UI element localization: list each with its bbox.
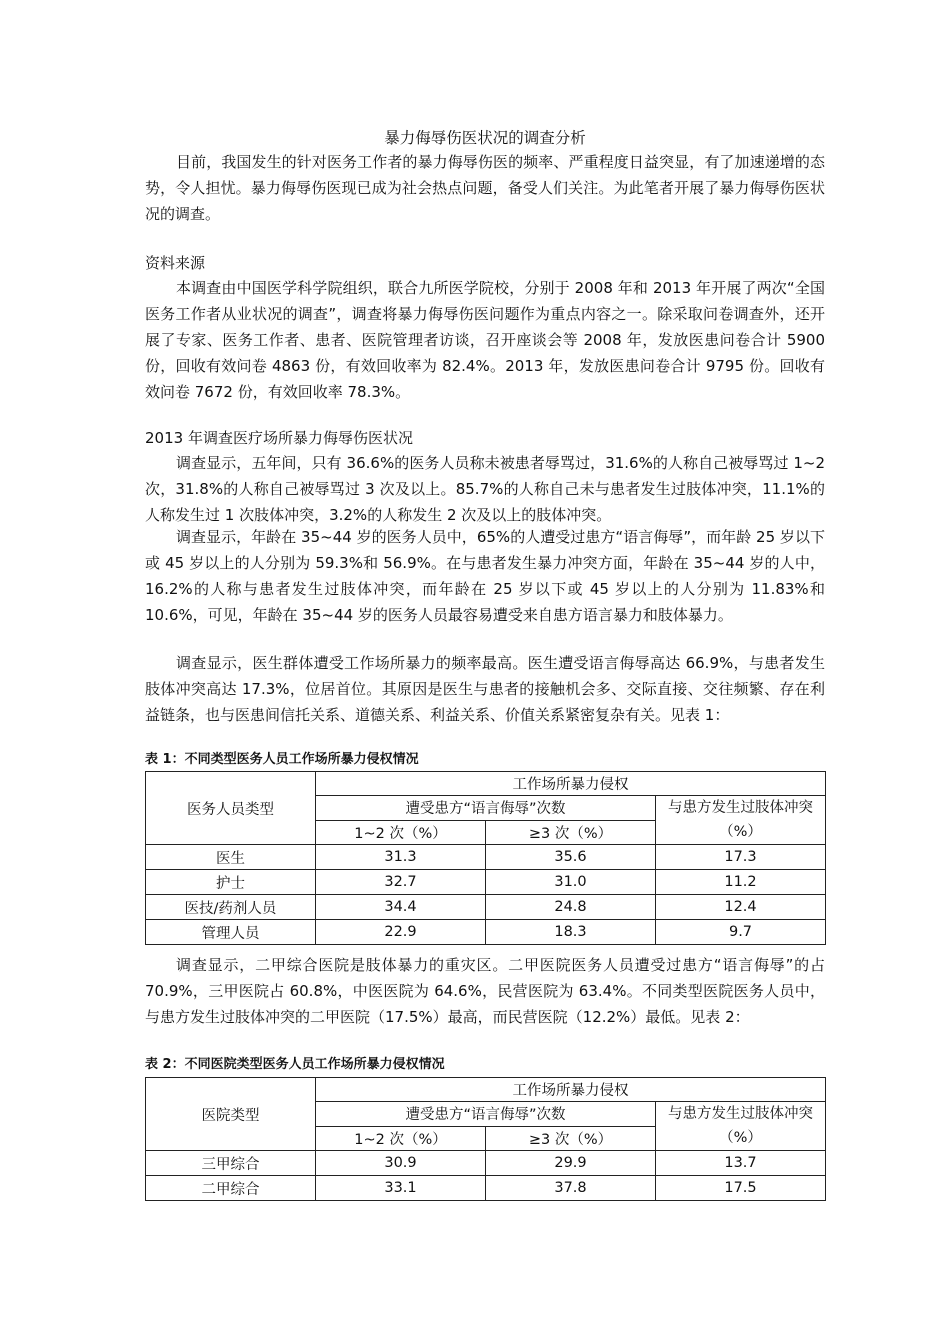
table1-caption: 表 1：不同类型医务人员工作场所暴力侵权情况 bbox=[145, 752, 419, 767]
table1-col-1to2: 1~2 次（%） bbox=[316, 820, 486, 845]
table-cell: 医技/药剂人员 bbox=[146, 895, 316, 920]
table-cell: 17.3 bbox=[656, 845, 826, 870]
table1-group-header: 工作场所暴力侵权 bbox=[316, 772, 826, 796]
table-cell: 22.9 bbox=[316, 920, 486, 945]
table-cell: 三甲综合 bbox=[146, 1151, 316, 1176]
table2-col-1to2: 1~2 次（%） bbox=[316, 1126, 486, 1151]
table-cell: 护士 bbox=[146, 870, 316, 895]
intro-paragraph: 目前，我国发生的针对医务工作者的暴力侮辱伤医的频率、严重程度日益突显，有了加速递增的态势，令人担忧。暴力侮辱伤医现已成为社会热点问题，备受人们关注。为此笔者开展了暴力侮辱伤医状况的调查。 bbox=[145, 153, 825, 223]
table-cell: 17.5 bbox=[656, 1176, 826, 1201]
table-cell: 12.4 bbox=[656, 895, 826, 920]
survey-paragraph-2: 调查显示，年龄在 35~44 岁的医务人员中，65%的人遭受过患方“语言侮辱”，而年龄 25 岁以下或 45 岁以上的人分别为 59.3%和 56.9%。在与患者发生暴力冲突方面，年龄在 35~44 岁的人中，16.2%的人称与患者发生过肢体冲突，而年龄在 25 岁以下或 45 岁以上的人分别为 11.83%和 10.6%，可见，年龄在 35~44 岁的医务人员最容易遭受来自患方语言暴力和肢体暴力。 bbox=[145, 528, 825, 624]
table-cell: 医生 bbox=[146, 845, 316, 870]
table-cell: 37.8 bbox=[486, 1176, 656, 1201]
table-cell: 34.4 bbox=[316, 895, 486, 920]
table-cell: 30.9 bbox=[316, 1151, 486, 1176]
table2-group-header: 工作场所暴力侵权 bbox=[316, 1078, 826, 1102]
section-heading-2013: 2013 年调查医疗场所暴力侮辱伤医状况 bbox=[145, 429, 413, 447]
table-row bbox=[146, 845, 826, 870]
table2-caption: 表 2：不同医院类型医务人员工作场所暴力侵权情况 bbox=[145, 1057, 445, 1072]
table-cell: 11.2 bbox=[656, 870, 826, 895]
table-row bbox=[146, 1151, 826, 1176]
table-row bbox=[146, 895, 826, 920]
document-title: 暴力侮辱伤医状况的调查分析 bbox=[384, 129, 586, 147]
table1 bbox=[145, 771, 826, 945]
table-row bbox=[146, 1176, 826, 1201]
table-cell: 31.3 bbox=[316, 845, 486, 870]
table2 bbox=[145, 1077, 826, 1201]
table-cell: 32.7 bbox=[316, 870, 486, 895]
table1-col-physical: 与患方发生过肢体冲突（%） bbox=[656, 796, 826, 845]
table-cell: 33.1 bbox=[316, 1176, 486, 1201]
table2-col-3plus: ≥3 次（%） bbox=[486, 1126, 656, 1151]
table2-col-physical: 与患方发生过肢体冲突（%） bbox=[656, 1102, 826, 1151]
survey-paragraph-1: 调查显示，五年间，只有 36.6%的医务人员称未被患者辱骂过，31.6%的人称自己被辱骂过 1~2 次，31.8%的人称自己被辱骂过 3 次及以上。85.7%的人称自己未与患者发生过肢体冲突，11.1%的人称发生过 1 次肢体冲突，3.2%的人称发生 2 次及以上的肢体冲突。 bbox=[145, 454, 825, 524]
table-row bbox=[146, 870, 826, 895]
table-row bbox=[146, 920, 826, 945]
table-cell: 13.7 bbox=[656, 1151, 826, 1176]
table-cell: 9.7 bbox=[656, 920, 826, 945]
table1-row-header: 医务人员类型 bbox=[146, 772, 316, 845]
table-cell: 35.6 bbox=[486, 845, 656, 870]
table-cell: 24.8 bbox=[486, 895, 656, 920]
table-cell: 31.0 bbox=[486, 870, 656, 895]
table-cell: 管理人员 bbox=[146, 920, 316, 945]
table2-row-header: 医院类型 bbox=[146, 1078, 316, 1151]
table2-sub-header: 遭受患方“语言侮辱”次数 bbox=[316, 1102, 656, 1127]
table1-sub-header: 遭受患方“语言侮辱”次数 bbox=[316, 796, 656, 821]
table-cell: 二甲综合 bbox=[146, 1176, 316, 1201]
table1-col-3plus: ≥3 次（%） bbox=[486, 820, 656, 845]
survey-paragraph-3: 调查显示，医生群体遭受工作场所暴力的频率最高。医生遭受语言侮辱高达 66.9%，与患者发生肢体冲突高达 17.3%，位居首位。其原因是医生与患者的接触机会多、交际直接、交往频繁、存在利益链条，也与医患间信托关系、道德关系、利益关系、价值关系紧密复杂有关。见表 1： bbox=[145, 654, 825, 724]
source-paragraph: 本调查由中国医学科学院组织，联合九所医学院校，分别于 2008 年和 2013 年开展了两次“全国医务工作者从业状况的调查”，调查将暴力侮辱伤医问题作为重点内容之一。除采取问卷调查外，还开展了专家、医务工作者、患者、医院管理者访谈，召开座谈会等 2008 年，发放医患问卷合计 5900 份，回收有效问卷 4863 份，有效回收率为 82.4%。2013 年，发放医患问卷合计 9795 份。回收有效问卷 7672 份，有效回收率 78.3%。 bbox=[145, 279, 825, 401]
survey-paragraph-4: 调查显示，二甲综合医院是肢体暴力的重灾区。二甲医院医务人员遭受过患方“语言侮辱”的占 70.9%，三甲医院占 60.8%，中医医院为 64.6%，民营医院为 63.4%。不同类型医院医务人员中，与患方发生过肢体冲突的二甲医院（17.5%）最高，而民营医院（12.2%）最低。见表 2： bbox=[145, 956, 825, 1026]
table-cell: 29.9 bbox=[486, 1151, 656, 1176]
section-heading-source: 资料来源 bbox=[145, 254, 206, 272]
table-cell: 18.3 bbox=[486, 920, 656, 945]
